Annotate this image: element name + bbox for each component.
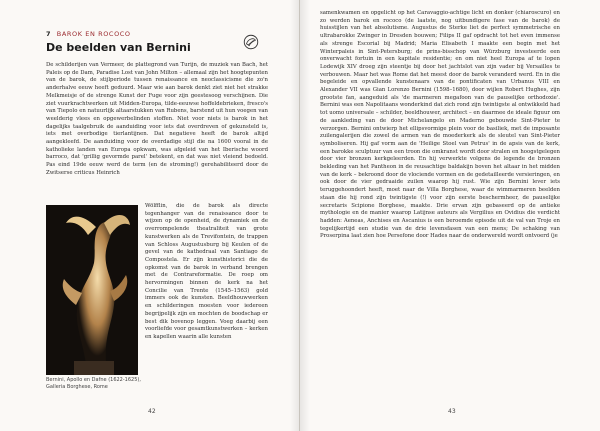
left-page-number: 42 (148, 408, 156, 415)
apollo-and-daphne-sculpture-image (46, 205, 138, 375)
sculpture-photo (46, 205, 138, 375)
left-body-text-column: Wölfflin, die de barok als directe tegenhanger van de renaissance door te wijzen op de openheid, de dynamiek en de overrompelende theatraliteit van grote kunstwerken als de Trevifontein, de trappen van Schloss Augustusburg bij Keulen of de gevel van de kathedraal van Santiago de Compostela. Er zijn kunsthistorici die de opkomst van de barok in verband brengen met de Contrareformatie. De roep om hervormingen binnen de kerk na het Concilie van Trente (1545–1563) gold immers ook de kunsten. Beeldhouwwerken en schilderingen moesten voor iedereen begrijpelijk zijn en mochten de boodschap er best dik bovenop leggen. Voeg daarbij een voorliefde voor gesamtkunstwerken – kerken en kapellen waarin alle kunsten (145, 203, 268, 340)
right-page-number: 43 (448, 408, 456, 415)
chapter-header (46, 30, 131, 38)
leaf-ornament-icon (242, 33, 260, 51)
chapter-number: 7 (46, 30, 52, 38)
chapter-title: BAROK EN ROCOCO (56, 30, 131, 38)
photo-caption: Bernini, Apollo en Dafne (1622-1625), Galleria Borghese, Rome (46, 377, 141, 390)
right-body-text: samenkwamen en opgelicht op het Caravaggio-achtige licht en donker (chiaroscuro) en zo werden barok en rococo (de laatste, nog uitbundigere fase van de barok) de huisstijlen van het absolutisme. Augustus de Sterke liet de perfect symmetrische en ultrabarokke Zwinger in Dresden bouwen; Filips II gaf opdracht tot het even immense als strenge Escorial bij Madrid; Maria Elisabeth I maakte een begin met het Winterpaleis in Sint-Petersburg; de prins-bisschop van Würzburg investeerde een onverwacht fortuin in een kapitale residentie; en om niet heel Europa af te lopen Lodewijk XIV droeg zijn steentje bij door het jachtslot van zijn vader bij Versailles te verbouwen. Maar het was Rome dat het meest door de barok veranderd werd. En in die begeleide en opvallende kunstenaars van de pontificaten van Urbanus VIII en Alexander VII was Gian Lorenzo Bernini (1598–1680), door wijlen Robert Hughes, zijn grootste fan, aangeduid als 'de marmeren megafoon van de pauselijke orthodoxie'. Bernini was een Napolitaans wonderkind dat zich rond zijn twintigste al ontwikkeld had tot uomo universale – schilder, beeldhouwer, architect – en daarmee de ideale figuur om de aankleding van de door Michelangelo en Maderno gebouwde Sint-Pieter te verzorgen. Bernini ontwierp het ellipsvormige plein voor de basiliek, met de imposante zuilengalerijen die zowel de armen van de moederkerk als de sleutel van Sint-Pieter symboliseren. Hij gaf vorm aan de 'Heilige Stoel van Petrus' in de apsis van de kerk, een barokke sculptuur van een troon die omkranst wordt door stralen en hoogstgelegen door vier bronzen kerkgeleerden. En hij verwerkte volgens de legende de bronzen bekleding van het Pantheon in de reusachtige baldakijn boven het altaar in het midden van de kerk – bekroond door de vlociende vormen en de gedetailleerde versieringen, en ook door de vier gedraaide zuilen waarop hij rust. Wie zijn Bernini lever iets teruggehoondert heeft, moet naar de Villa Borghese, waar de wimmarmeren beelden staan die hij rond zijn twintigste (!) voor zijn eerste beschermheer, de pauselijke secretaris Scipione Borghese, maakte. Drie ervan zijn gebaseerd op de antieke mythologie en de manier waarop Latijnse auteurs als Vergilius en Ovidius die verdicht hadden: Aeneas, Anchises en Ascanius is een beroemde episode uit de val van Troje en tegelijkertijd een studie van de drie levensfasen van een mens; De schaking van Proserpina laat zien hoe Persefone door Hades naar de onderwereld wordt ontvoerd (je (320, 10, 560, 240)
section-title: De beelden van Bernini (46, 41, 191, 54)
left-body-text-top: De schilderijen van Vermeer, de plattegrond van Turijn, de muziek van Bach, het Paleis op de Dam, Paradise Lost van John Milton – allemaal zijn het hoogtepunten van de barok, de stijlperiode tussen renaissance en neoclassicisme die zo'n anderhalve eeuw heeft geduurd. Maar wie aan barok denkt ziet niet het strakke Melkmeisje of de strenge Kunst der Fuge voor zijn geestesoog verschijnen. Die ziet vuurkrachtwerken uit Midden-Europa, tilde-eeuwse hoffeldebrieken, fresco's van Tiepolo en natuurlijk altaarstukken van Rubens, barstend uit hun voegen van weelderig vlees en opgewerbelinden stoffen. Niet voor niets is barok in het dagelijks taalgebruik de aanduiding voor iets dat overdreven of gekunsteld is, iets met overbodige tierlantijnen. Dat negatieve heeft de barok altijd aangekleefd. De aanduiding voor de overdadige stijl die na 1600 vooral in de katholieke landen van Europa opkwam, was afgeleid van het Iberische woord barroco, dat 'grillig gevormde parel' betekent, en dat was niet vleiend bedoeld. Pas eind 19de eeuw werd de term (en de stroming!) gerehabiliteerd door de Zwitserse criticus Heinrich (46, 62, 268, 176)
